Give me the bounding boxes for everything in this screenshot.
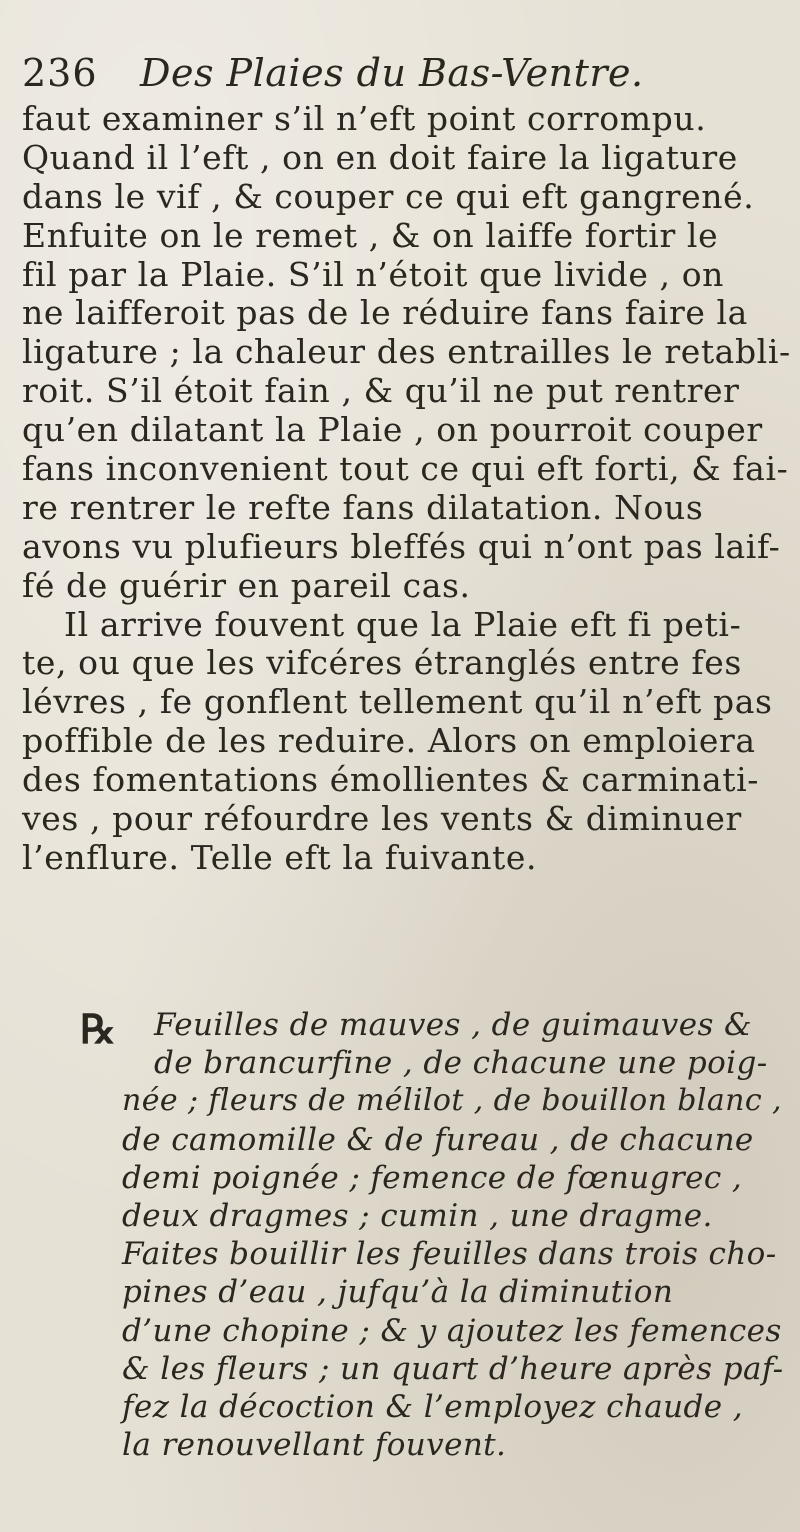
text-line: roit. S’il étoit fain , & qu’il ne put rentrer bbox=[22, 371, 740, 411]
recipe-line: deux dragmes ; cumin , une dragme. bbox=[122, 1197, 713, 1234]
recipe-lines bbox=[22, 1006, 792, 1464]
text-line: Quand il l’eft , on en doit faire la ligature bbox=[22, 137, 738, 177]
text-line: fé de guérir en pareil cas. bbox=[22, 565, 471, 605]
text-line: faut examiner s’il n’eft point corrompu. bbox=[22, 99, 707, 138]
text-line: ves , pour réfourdre les vents & diminuer bbox=[22, 799, 742, 839]
text-line: fans inconvenient tout ce qui eft forti, & fai- bbox=[22, 449, 789, 489]
recipe-line: d’une chopine ; & y ajoutez les femences bbox=[122, 1312, 782, 1349]
text-line: Il arrive fouvent que la Plaie eft fi peti- bbox=[64, 604, 742, 644]
recipe-line: de brancurfine , de chacune une poig- bbox=[154, 1045, 768, 1082]
text-line: Enfuite on le remet , & on laiffe fortir le bbox=[22, 215, 719, 255]
recipe-line: fez la décoction & l’employez chaude , bbox=[122, 1388, 743, 1425]
recipe-line: la renouvellant fouvent. bbox=[122, 1427, 507, 1464]
recipe-line: demi poignée ; femence de fœnugrec , bbox=[122, 1159, 743, 1196]
text-line: dans le vif , & couper ce qui eft gangrené. bbox=[22, 176, 755, 216]
recipe-line: & les fleurs ; un quart d’heure après paf- bbox=[122, 1350, 784, 1387]
text-line: lévres , fe gonflent tellement qu’il n’eft pas bbox=[22, 682, 773, 722]
text-line: l’enflure. Telle eft la fuivante. bbox=[22, 837, 538, 877]
text-line: des fomentations émollientes & carminati- bbox=[22, 760, 760, 800]
text-line: ligature ; la chaleur des entrailles le retabli- bbox=[22, 332, 791, 372]
text-line: ne laifferoit pas de le réduire fans faire la bbox=[22, 293, 748, 333]
body-text bbox=[22, 100, 792, 878]
page-number: 236 bbox=[22, 51, 98, 95]
text-line: qu’en dilatant la Plaie , on pourroit couper bbox=[22, 410, 763, 450]
recipe-icon: ℞ bbox=[80, 1006, 116, 1053]
running-head: Des Plaies du Bas-Ventre. bbox=[140, 51, 644, 95]
recipe-line: Feuilles de mauves , de guimauves & bbox=[154, 1007, 753, 1043]
text-line: poffible de les reduire. Alors on emploiera bbox=[22, 721, 756, 761]
recipe-line: née ; fleurs de mélilot , de bouillon blanc , bbox=[122, 1083, 782, 1119]
text-line: te, ou que les vifcéres étranglés entre fes bbox=[22, 643, 742, 683]
recipe-line: Faites bouillir les feuilles dans trois cho- bbox=[122, 1236, 777, 1273]
recipe-line: de camomille & de fureau , de chacune bbox=[122, 1121, 754, 1158]
text-line: re rentrer le refte fans dilatation. Nous bbox=[22, 487, 704, 527]
text-line: fil par la Plaie. S’il n’étoit que livide , on bbox=[22, 254, 725, 294]
recipe-line: pines d’eau , jufqu’à la diminution bbox=[122, 1274, 674, 1311]
text-line: avons vu plufieurs bleffés qui n’ont pas laif- bbox=[22, 526, 781, 566]
page-header bbox=[22, 48, 762, 98]
